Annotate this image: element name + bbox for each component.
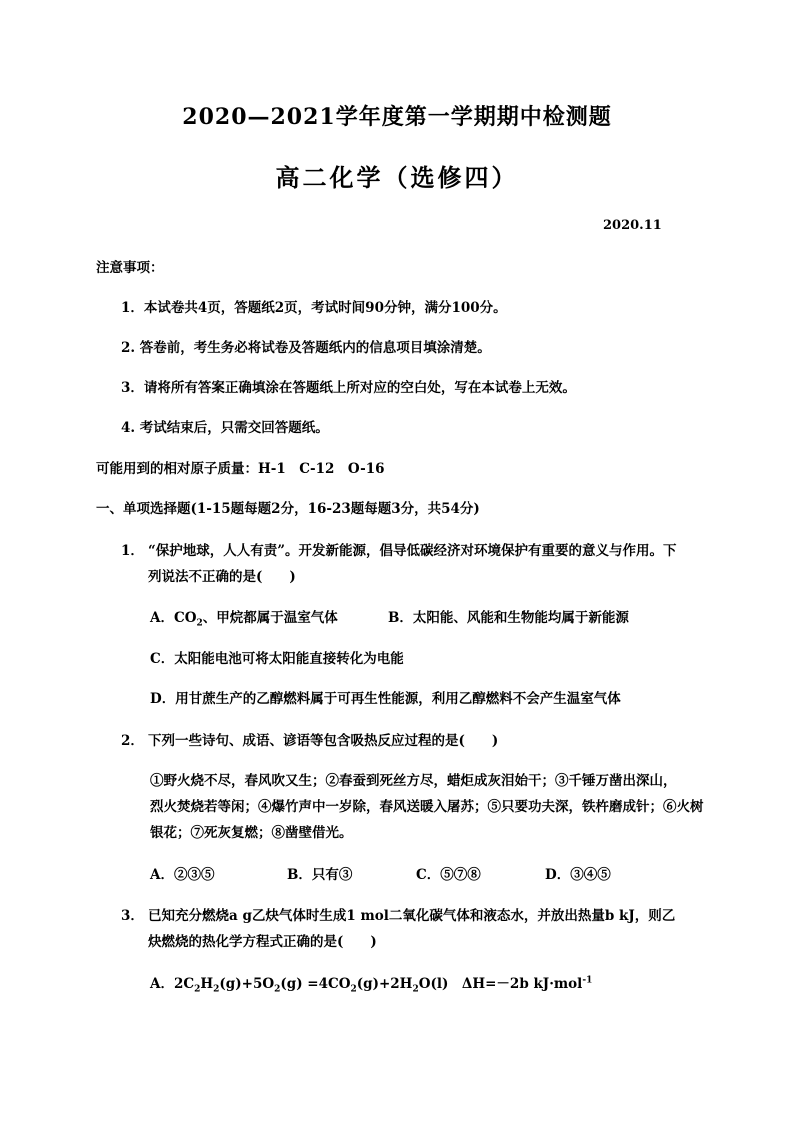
exam-subtitle: 高二化学（选修四） xyxy=(275,163,519,192)
q2-body-line-1: ①野火烧不尽，春风吹又生；②春蚕到死丝方尽，蜡炬成灰泪始干；③千锤万凿出深山， xyxy=(150,773,677,789)
atomic-masses: 可能用到的相对原子质量：H-1 C-12 O-16 xyxy=(96,461,385,477)
q2-option-b: B．只有③ xyxy=(287,867,353,883)
q2-body-line-2: 烈火焚烧若等闲；④爆竹声中一岁除，春风送暖入屠苏；⑤只要功夫深，铁杵磨成针；⑥火树 xyxy=(150,799,704,815)
q3-stem-line-2: 炔燃烧的热化学方程式正确的是( ) xyxy=(148,934,377,950)
q1-stem-line-1: “保护地球，人人有责”。开发新能源，倡导低碳经济对环境保护有重要的意义与作用。下 xyxy=(148,543,677,559)
q2-option-c: C．⑤⑦⑧ xyxy=(416,867,481,883)
exam-title: 2020—2021学年度第一学期期中检测题 xyxy=(182,104,612,130)
q2-option-a: A．②③⑤ xyxy=(150,867,215,883)
q3-stem-line-1: 已知充分燃烧a g乙炔气体时生成1 mol二氧化碳气体和液态水，并放出热量b kJ，则乙 xyxy=(148,908,676,924)
q2-body-line-3: 银花；⑦死灰复燃；⑧凿壁借光。 xyxy=(150,825,353,841)
notice-item-3: 3．请将所有答案正确填涂在答题纸上所对应的空白处，写在本试卷上无效。 xyxy=(121,380,576,396)
q1-option-a: A．$CO_2$、甲烷都属于温室气体 xyxy=(150,610,338,629)
notice-item-2: 2. 答卷前，考生务必将试卷及答题纸内的信息项目填涂清楚。 xyxy=(121,340,491,356)
q1-option-d: D．用甘蔗生产的乙醇燃料属于可再生性能源，利用乙醇燃料不会产生温室气体 xyxy=(150,691,621,707)
q1-option-c: C．太阳能电池可将太阳能直接转化为电能 xyxy=(150,651,404,667)
notice-heading: 注意事项： xyxy=(96,260,164,276)
q1-number: 1． xyxy=(121,543,144,559)
q3-option-a: A．$2C_2H_2(g)+5O_2(g) =4CO_2(g)+2H_2O(l)$ ΔH=－2b kJ·mol$^{-1}$ xyxy=(150,975,593,995)
q1-stem-line-2: 列说法不正确的是( ) xyxy=(148,569,296,585)
exam-date: 2020.11 xyxy=(603,218,662,233)
notice-item-4: 4. 考试结束后，只需交回答题纸。 xyxy=(121,420,329,436)
notice-item-1: 1．本试卷共4页，答题纸2页，考试时间90分钟，满分100分。 xyxy=(121,300,507,316)
q2-option-d: D．③④⑤ xyxy=(545,867,611,883)
section-1-heading: 一、单项选择题(1-15题每题2分，16-23题每题3分，共54分) xyxy=(96,501,480,517)
q2-stem: 下列一些诗句、成语、谚语等包含吸热反应过程的是( ) xyxy=(148,733,499,749)
q3-number: 3． xyxy=(121,908,144,924)
q1-option-b: B．太阳能、风能和生物能均属于新能源 xyxy=(388,610,629,626)
q2-number: 2． xyxy=(121,733,144,749)
